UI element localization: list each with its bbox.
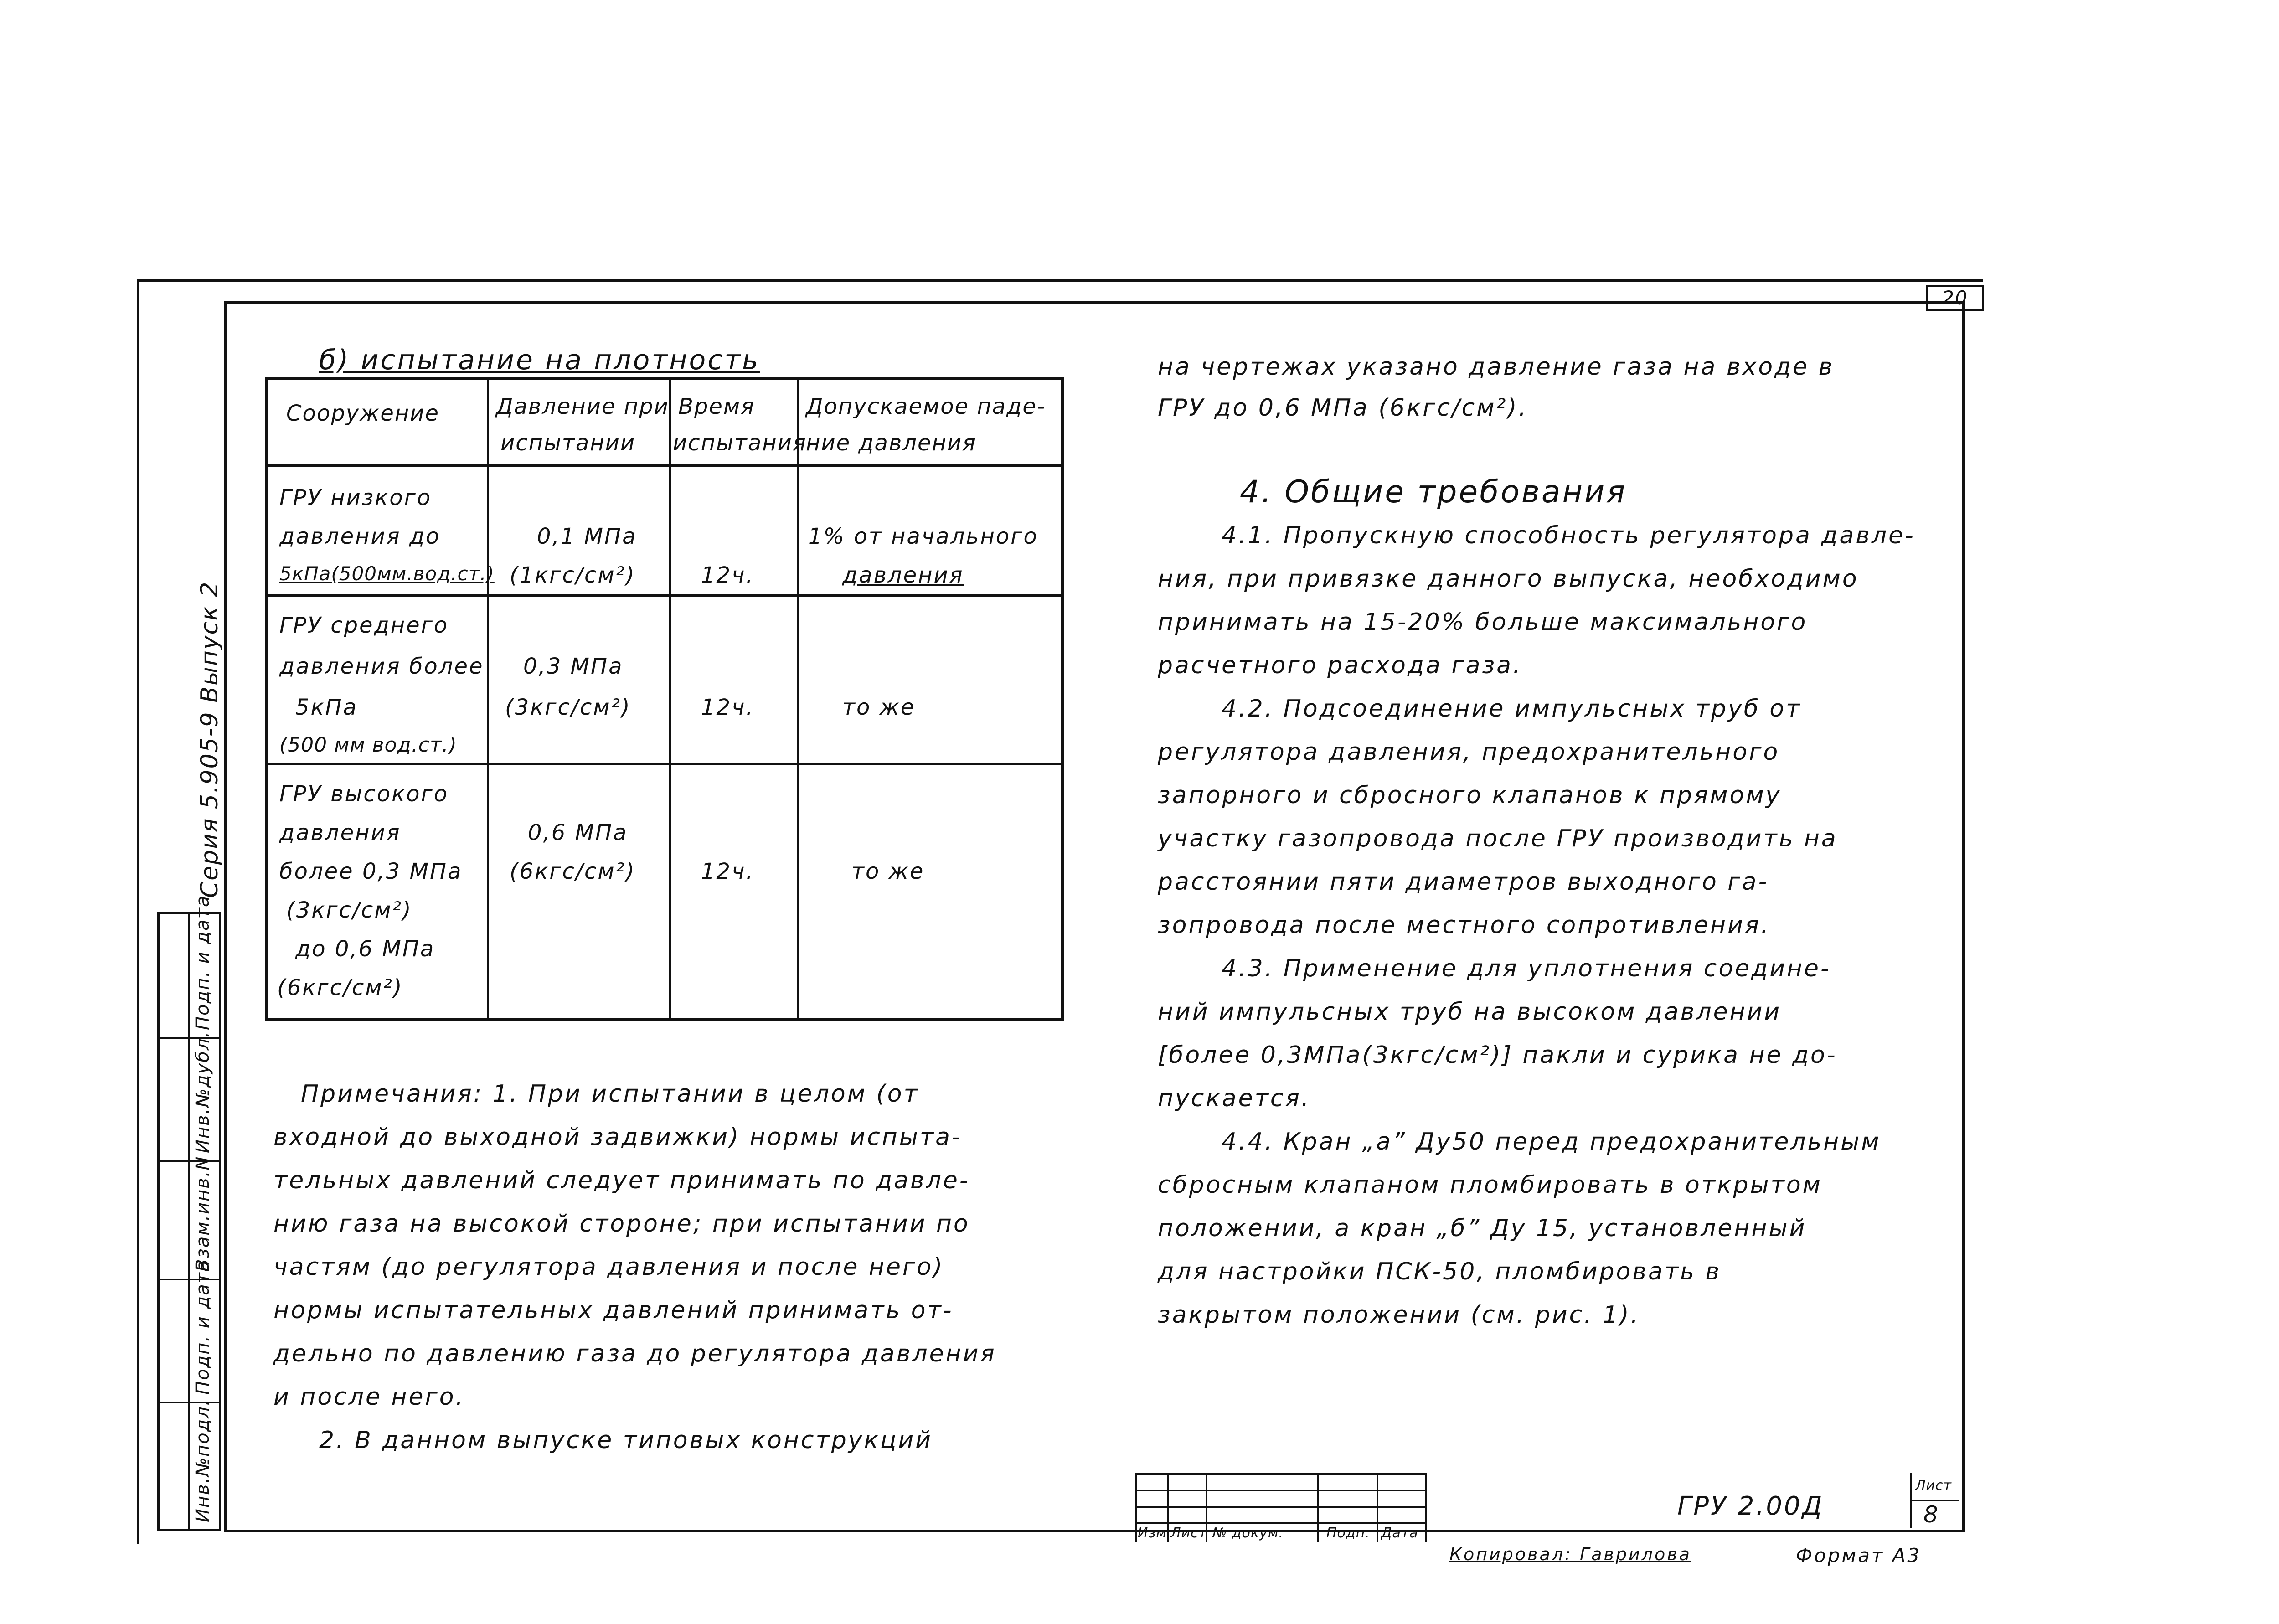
row2-structure: ГРУ среднего	[279, 613, 449, 638]
table-header-drop: Допускаемое паде-	[806, 394, 1046, 419]
general-line: 4.4. Кран „а” Ду50 перед предохранительным	[1222, 1128, 1881, 1155]
row1-structure: ГРУ низкого	[279, 485, 432, 510]
row1-drop: давления	[842, 562, 964, 588]
row3-structure: до 0,6 МПа	[295, 936, 435, 962]
table-header-structure: Сооружение	[286, 401, 440, 426]
table-header-drop: ние давления	[806, 430, 976, 456]
row3-structure: давления	[279, 820, 401, 846]
general-line: запорного и сбросного клапанов к прямому	[1158, 782, 1782, 809]
binding-label: Подп. и дата	[192, 895, 213, 1030]
row1-time: 12ч.	[701, 562, 754, 588]
binding-label: Инв.№дубл.	[192, 1031, 213, 1153]
general-line: 4.1. Пропускную способность регулятора давле-	[1222, 522, 1915, 549]
binding-label: Взам.инв.N	[192, 1155, 213, 1272]
title-caption: Подп.	[1326, 1525, 1370, 1541]
row1-pressure: (1кгс/см²)	[510, 562, 636, 588]
title-caption: № докум.	[1212, 1525, 1284, 1541]
table-header-pressure: Давление при	[496, 394, 669, 419]
general-line: расчетного расхода газа.	[1158, 652, 1522, 679]
general-line: положении, а кран „б” Ду 15, установленный	[1158, 1215, 1807, 1242]
notes-line: входной до выходной задвижки) нормы испыта-	[273, 1124, 962, 1151]
general-line: закрытом положении (см. рис. 1).	[1158, 1301, 1640, 1329]
title-block	[1135, 1473, 1959, 1542]
general-line: регулятора давления, предохранительного	[1158, 738, 1780, 766]
notes-line: тельных давлений следует принимать по давле-	[273, 1167, 970, 1194]
row3-structure: ГРУ высокого	[279, 781, 449, 807]
sheet-value: 8	[1923, 1501, 1940, 1528]
row1-structure: 5кПа(500мм.вод.ст.)	[279, 562, 495, 585]
designation: ГРУ 2.00Д	[1677, 1491, 1824, 1521]
row3-structure: более 0,3 МПа	[279, 859, 463, 884]
title-caption: Дата	[1381, 1525, 1418, 1541]
row1-drop: 1% от начального	[808, 524, 1038, 549]
general-line: участку газопровода после ГРУ производить на	[1158, 825, 1838, 852]
general-line: ний импульсных труб на высоком давлении	[1158, 998, 1782, 1026]
general-line: 4.2. Подсоединение импульсных труб от	[1222, 695, 1802, 722]
sheet-label: Лист	[1915, 1478, 1952, 1494]
table-header-pressure: испытании	[500, 430, 636, 456]
row2-structure: давления более	[279, 654, 484, 679]
row2-pressure: 0,3 МПа	[523, 654, 624, 679]
row1-structure: давления до	[279, 524, 441, 549]
row2-time: 12ч.	[701, 695, 754, 720]
format-label: Формат А3	[1796, 1544, 1922, 1567]
general-line: [более 0,3МПа(3кгс/см²)] пакли и сурика не до-	[1158, 1041, 1837, 1069]
general-line: зопровода после местного сопротивления.	[1158, 912, 1770, 939]
general-line: расстоянии пяти диаметров выходного га-	[1158, 868, 1769, 896]
binding-label: Подп. и дата	[192, 1259, 213, 1395]
binding-label: Инв.№подл.	[192, 1399, 213, 1522]
binding-strip	[157, 895, 221, 1531]
table-title: б) испытание на плотность	[319, 344, 760, 376]
general-line: 4.3. Применение для уплотнения соедине-	[1222, 955, 1831, 982]
row3-pressure: 0,6 МПа	[528, 820, 628, 846]
row2-pressure: (3кгс/см²)	[505, 695, 631, 720]
row2-structure: 5кПа	[295, 695, 358, 720]
row3-drop: то же	[851, 859, 925, 884]
row2-drop: то же	[842, 695, 916, 720]
general-line: сбросным клапаном пломбировать в открытом	[1158, 1171, 1822, 1199]
title-caption: Изм	[1138, 1525, 1167, 1541]
general-line: для настройки ПСК-50, пломбировать в	[1158, 1258, 1721, 1285]
notes-line: нормы испытательных давлений принимать от-	[273, 1297, 954, 1324]
continuation-line: ГРУ до 0,6 МПа (6кгс/см²).	[1158, 394, 1528, 422]
notes-line: дельно по давлению газа до регулятора давления	[273, 1340, 996, 1367]
row3-pressure: (6кгс/см²)	[510, 859, 636, 884]
row1-pressure: 0,1 МПа	[537, 524, 637, 549]
general-line: ния, при привязке данного выпуска, необходимо	[1158, 565, 1859, 593]
notes-line: частям (до регулятора давления и после него)	[273, 1253, 944, 1281]
row3-time: 12ч.	[701, 859, 754, 884]
series-label: Серия 5.905-9 Выпуск 2	[196, 581, 223, 898]
table-header-time: испытания	[673, 430, 807, 456]
sheet-number: 20	[1926, 285, 1984, 311]
pressure-test-table	[265, 377, 1064, 1021]
title-caption: Лист	[1170, 1525, 1207, 1541]
copied-by: Копировал: Гаврилова	[1449, 1544, 1691, 1564]
general-line: принимать на 15-20% больше максимального	[1158, 608, 1808, 636]
row3-structure: (3кгс/см²)	[286, 897, 412, 923]
general-line: пускается.	[1158, 1085, 1311, 1112]
notes-line: и после него.	[273, 1383, 465, 1411]
table-header-time: Время	[678, 394, 755, 419]
notes-line: нию газа на высокой стороне; при испытании по	[273, 1210, 970, 1237]
general-heading: 4. Общие требования	[1240, 474, 1627, 510]
row2-structure: (500 мм вод.ст.)	[279, 733, 457, 757]
row3-structure: (6кгс/см²)	[277, 975, 403, 1000]
notes-line: 2. В данном выпуске типовых конструкций	[319, 1427, 933, 1454]
continuation-line: на чертежах указано давление газа на входе в	[1158, 353, 1835, 381]
notes-line: Примечания: 1. При испытании в целом (от	[301, 1080, 919, 1108]
